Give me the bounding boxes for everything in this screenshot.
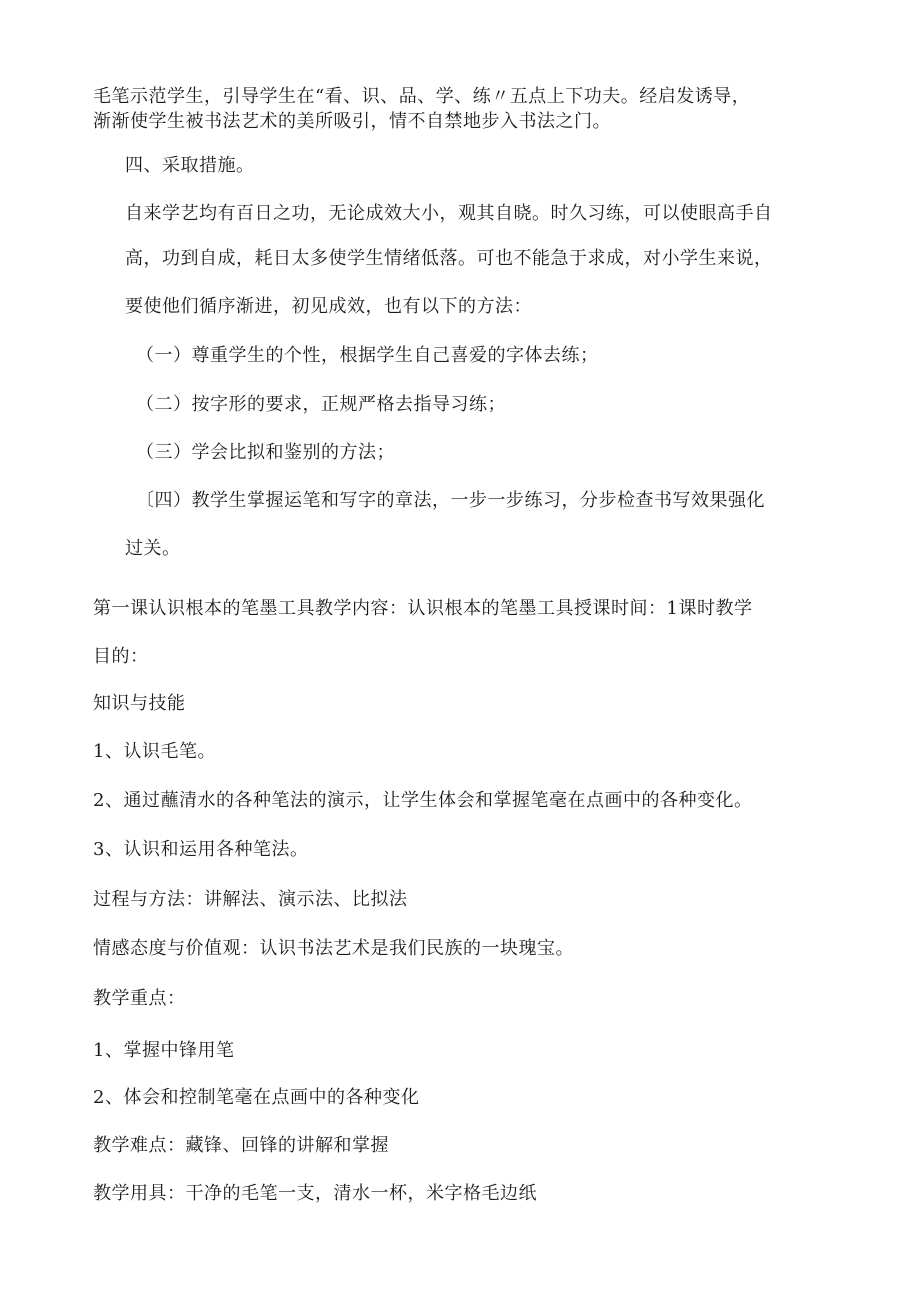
list-item: 1、认识毛笔。 — [93, 741, 216, 762]
subheading: 知识与技能 — [93, 693, 186, 714]
subheading: 教学重点： — [93, 988, 186, 1009]
text-line: 教学难点：藏锋、回锋的讲解和掌握 — [93, 1135, 389, 1156]
list-item: 〔四）教学生掌握运笔和写字的章法，一步一步练习，分步检查书写效果强化 — [136, 490, 765, 511]
text-line: 目的： — [93, 646, 149, 667]
list-item: （三）学会比拟和鉴别的方法； — [136, 442, 395, 463]
text-line: 高，功到自成，耗日太多使学生情绪低落。可也不能急于求成，对小学生来说， — [125, 248, 773, 269]
text-line: 过程与方法：讲解法、演示法、比拟法 — [93, 889, 408, 910]
text-line: 要使他们循序渐进，初见成效，也有以下的方法： — [125, 296, 532, 317]
text-line: 自来学艺均有百日之功，无论成效大小，观其自晓。时久习练，可以使眼高手自 — [125, 203, 773, 224]
list-item: 3、认识和运用各种笔法。 — [93, 839, 309, 860]
lesson-title: 第一课认识根本的笔墨工具教学内容：认识根本的笔墨工具授课时间：1课时教学 — [93, 598, 753, 619]
list-item: 1、掌握中锋用笔 — [93, 1040, 235, 1061]
list-item: （一）尊重学生的个性，根据学生自己喜爱的字体去练； — [136, 345, 599, 366]
text-line: 渐渐使学生被书法艺术的美所吸引，情不自禁地步入书法之门。 — [93, 111, 611, 132]
section-heading: 四、采取措施。 — [125, 155, 255, 176]
list-item: 2、体会和控制笔毫在点画中的各种变化 — [93, 1087, 420, 1108]
text-line: 教学用具：干净的毛笔一支，清水一杯，米字格毛边纸 — [93, 1183, 537, 1204]
list-item: （二）按字形的要求，正规严格去指导习练； — [136, 394, 506, 415]
list-item: 2、通过蘸清水的各种笔法的演示，让学生体会和掌握笔毫在点画中的各种变化。 — [93, 790, 753, 811]
text-line: 过关。 — [125, 538, 181, 559]
text-line: 情感态度与价值观：认识书法艺术是我们民族的一块瑰宝。 — [93, 938, 574, 959]
text-line: 毛笔示范学生，引导学生在“看、识、品、学、练〃五点上下功夫。经启发诱导， — [93, 86, 751, 107]
